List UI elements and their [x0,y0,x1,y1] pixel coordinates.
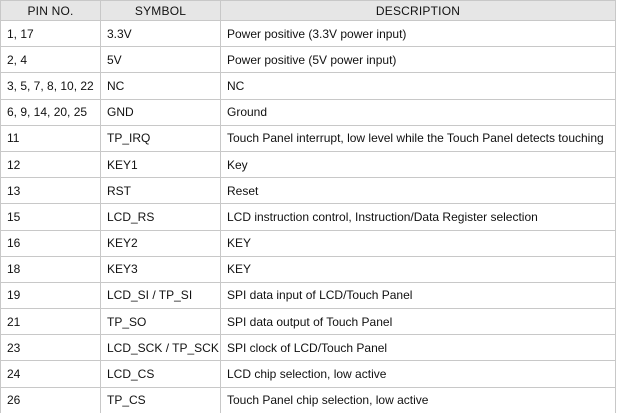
symbol-cell: KEY2 [101,230,221,256]
table-row [1,73,616,99]
table-row [1,309,616,335]
pin-number-cell: 11 [1,125,101,151]
pin-number-cell: 23 [1,335,101,361]
description-cell: LCD chip selection, low active [221,361,616,387]
symbol-cell: GND [101,99,221,125]
header-pin-no: PIN NO. [1,1,101,21]
symbol-cell: LCD_SI / TP_SI [101,282,221,308]
table-body [1,21,616,413]
symbol-cell: 5V [101,47,221,73]
pin-number-cell: 18 [1,256,101,282]
description-cell: Touch Panel chip selection, low active [221,387,616,413]
pin-number-cell: 3, 5, 7, 8, 10, 22 [1,73,101,99]
table-row [1,230,616,256]
symbol-cell: LCD_CS [101,361,221,387]
pin-number-cell: 6, 9, 14, 20, 25 [1,99,101,125]
description-cell: Power positive (5V power input) [221,47,616,73]
table-row [1,99,616,125]
header-description: DESCRIPTION [221,1,616,21]
table-row [1,256,616,282]
description-cell: Ground [221,99,616,125]
table-row [1,151,616,177]
symbol-cell: KEY1 [101,151,221,177]
pin-number-cell: 16 [1,230,101,256]
table-row [1,387,616,413]
description-cell: KEY [221,230,616,256]
pin-number-cell: 24 [1,361,101,387]
symbol-cell: RST [101,178,221,204]
table-row [1,125,616,151]
symbol-cell: NC [101,73,221,99]
symbol-cell: 3.3V [101,21,221,47]
pin-number-cell: 2, 4 [1,47,101,73]
header-symbol: SYMBOL [101,1,221,21]
table-row [1,361,616,387]
pin-number-cell: 15 [1,204,101,230]
pin-number-cell: 26 [1,387,101,413]
description-cell: Power positive (3.3V power input) [221,21,616,47]
description-cell: Reset [221,178,616,204]
symbol-cell: TP_IRQ [101,125,221,151]
symbol-cell: LCD_SCK / TP_SCK [101,335,221,361]
header-row [1,1,616,21]
description-cell: KEY [221,256,616,282]
description-cell: SPI data output of Touch Panel [221,309,616,335]
description-cell: LCD instruction control, Instruction/Data Register selection [221,204,616,230]
symbol-cell: KEY3 [101,256,221,282]
pin-number-cell: 19 [1,282,101,308]
description-cell: NC [221,73,616,99]
pin-number-cell: 13 [1,178,101,204]
symbol-cell: TP_CS [101,387,221,413]
description-cell: Touch Panel interrupt, low level while the Touch Panel detects touching [221,125,616,151]
table-row [1,178,616,204]
pin-number-cell: 1, 17 [1,21,101,47]
table-row [1,21,616,47]
symbol-cell: LCD_RS [101,204,221,230]
description-cell: SPI clock of LCD/Touch Panel [221,335,616,361]
description-cell: SPI data input of LCD/Touch Panel [221,282,616,308]
description-cell: Key [221,151,616,177]
table-row [1,335,616,361]
table-row [1,204,616,230]
symbol-cell: TP_SO [101,309,221,335]
table-header [1,1,616,21]
table-row [1,47,616,73]
table-row [1,282,616,308]
pin-number-cell: 12 [1,151,101,177]
pin-number-cell: 21 [1,309,101,335]
